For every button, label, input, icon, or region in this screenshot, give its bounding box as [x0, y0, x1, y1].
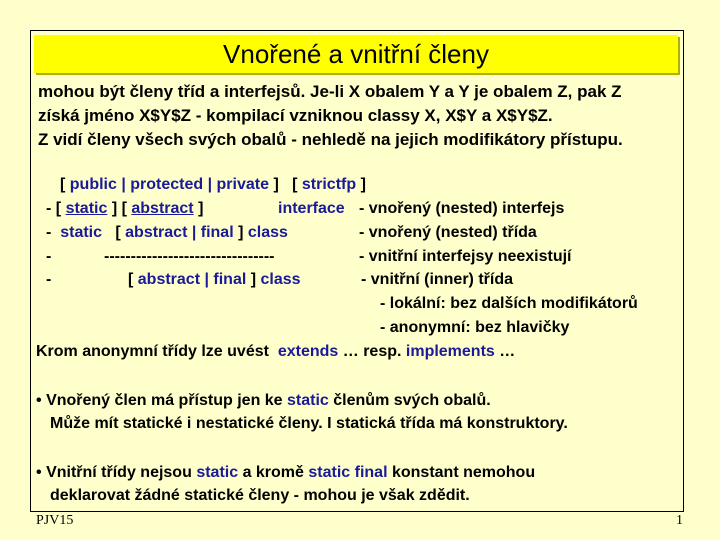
intro-line-2: získá jméno X$Y$Z - kompilací vzniknou classy X, X$Y a X$Y$Z.: [38, 106, 553, 125]
bullet1-text-a: Vnořený člen má přístup jen ke: [46, 392, 283, 409]
slide-title-text: Vnořené a vnitřní členy: [223, 39, 489, 69]
row-inner-class-dash: -: [46, 271, 52, 288]
anon-prefix: Krom anonymní třídy lze uvést: [36, 343, 269, 360]
dash: -: [46, 224, 52, 241]
bullet2-text-b: a kromě: [242, 464, 304, 481]
modifiers-line: [60, 176, 366, 194]
anonymous-class-note: [36, 343, 515, 361]
bullet-icon: •: [36, 392, 42, 409]
bracket: [: [55, 200, 62, 217]
row-nested-class: [46, 224, 288, 242]
interface-keyword: interface: [278, 200, 345, 217]
bracket: ]: [198, 200, 204, 217]
strictfp-keyword: strictfp: [301, 176, 357, 193]
static-keyword: static: [65, 200, 108, 217]
access-modifiers: public | protected | private: [69, 176, 269, 193]
bracket: [: [128, 271, 134, 288]
slide-title: [34, 35, 678, 73]
bracket: ]: [360, 176, 366, 193]
class-keyword: class: [247, 224, 288, 241]
anon-middle: … resp.: [342, 343, 402, 360]
bullet2-text-c: konstant nemohou: [391, 464, 536, 481]
sub-item-anonymous: - anonymní: bez hlavičky: [380, 319, 570, 336]
abstract-final-keyword: abstract | final: [125, 224, 234, 241]
bullet2-line-2: deklarovat žádné statické členy - mohou je však zdědit.: [50, 487, 470, 504]
intro-line-3: Z vidí členy všech svých obalů - nehledě na jejich modifikátory přístupu.: [38, 130, 623, 149]
intro-paragraph: [38, 80, 678, 152]
footer-course: PJV15: [36, 513, 74, 528]
bracket: [: [121, 200, 127, 217]
static-keyword: static: [196, 464, 239, 481]
sub-item-local: - lokální: bez dalších modifikátorů: [380, 295, 638, 312]
implements-keyword: implements: [405, 343, 495, 360]
bullet1-line-2: Může mít statické i nestatické členy. I statická třída má konstruktory.: [50, 415, 568, 432]
static-keyword: static: [60, 224, 103, 241]
class-keyword: class: [260, 271, 301, 288]
bracket: ]: [238, 224, 244, 241]
page-number: 1: [676, 513, 683, 528]
row-3-description: - vnitřní interfejsy neexistují: [359, 248, 572, 265]
row-4-description: - vnitřní (inner) třída: [361, 271, 513, 288]
bracket: [: [115, 224, 121, 241]
bullet1-text-b: členům svých obalů.: [333, 392, 491, 409]
extends-keyword: extends: [277, 343, 339, 360]
bracket: ]: [250, 271, 257, 288]
bullet-icon: •: [36, 464, 42, 481]
intro-line-1: mohou být členy tříd a interfejsů. Je-li X obalem Y a Y je obalem Z, pak Z: [38, 82, 622, 101]
bracket: ]: [111, 200, 118, 217]
row-inner-interface-dash: -: [46, 248, 52, 265]
abstract-final-keyword: abstract | final: [137, 271, 247, 288]
abstract-keyword: abstract: [131, 200, 194, 217]
static-keyword: static: [287, 392, 329, 409]
row-1-description: - vnořený (nested) interfejs: [359, 200, 565, 217]
bullet2-text-a: Vnitřní třídy nejsou: [46, 464, 192, 481]
anon-suffix: …: [499, 343, 516, 360]
bracket: [: [60, 176, 66, 193]
row-inner-class: [128, 271, 301, 289]
static-final-keyword: static final: [308, 464, 388, 481]
bracket: ]: [273, 176, 279, 193]
row-2-description: - vnořený (nested) třída: [359, 224, 537, 241]
bracket: [: [292, 176, 298, 193]
row-inner-interface-filler: --------------------------------: [104, 248, 275, 265]
dash: -: [46, 200, 52, 217]
bullet-inner-classes: [36, 461, 676, 507]
row-nested-interface: [46, 200, 203, 218]
bullet-nested-access: [36, 389, 676, 435]
